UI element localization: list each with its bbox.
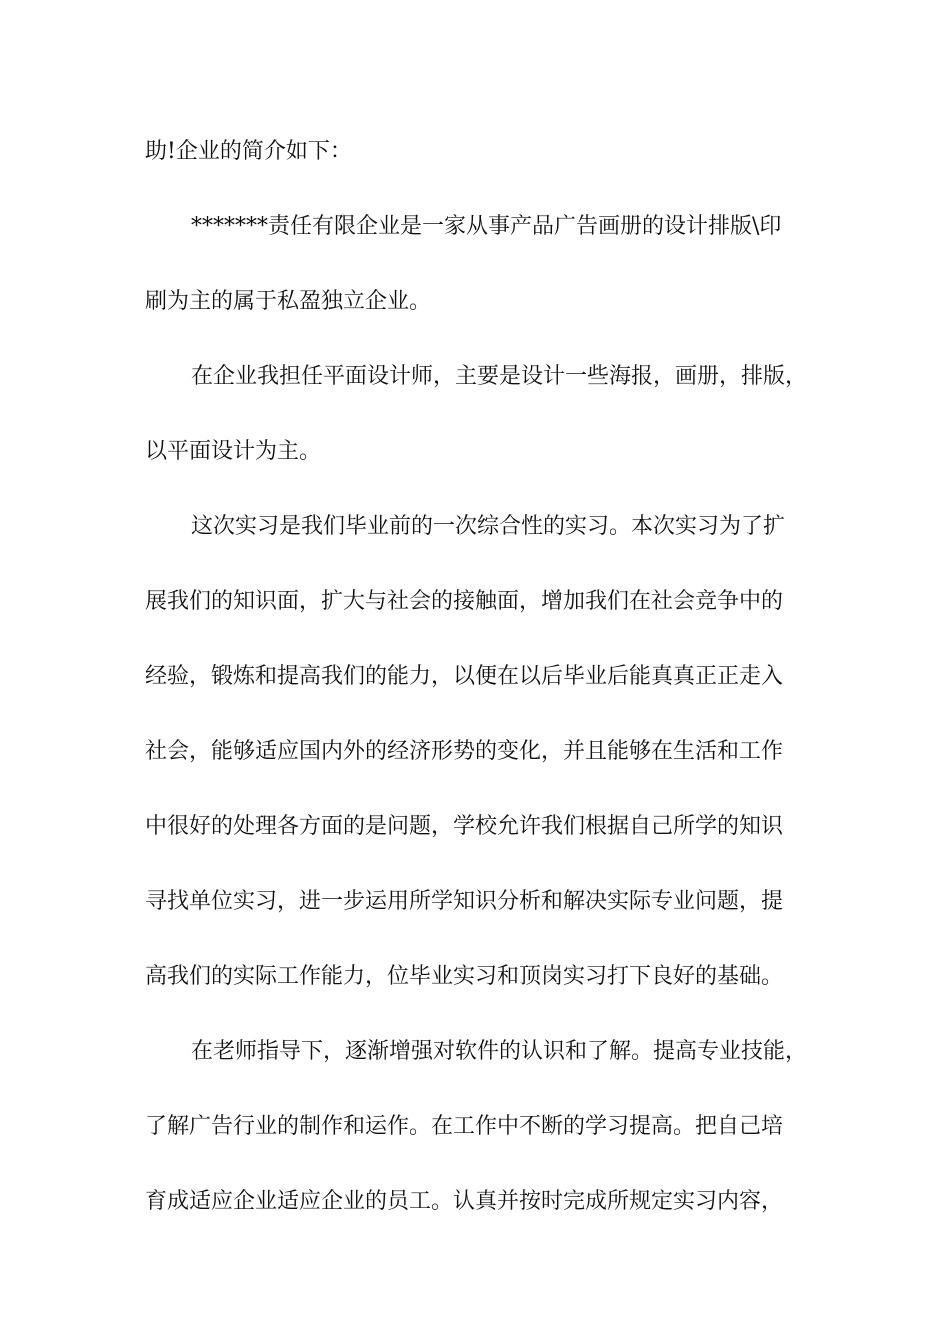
text-line: 刷为主的属于私盈独立企业。 — [145, 289, 432, 314]
text-line: *******责任有限企业是一家从事产品广告画册的设计排版\印 — [191, 214, 782, 239]
text-line: 以平面设计为主。 — [145, 439, 322, 464]
text-line: 中很好的处理各方面的是问题，学校允许我们根据自己所学的知识 — [145, 814, 784, 839]
text-line: 在老师指导下，逐渐增强对软件的认识和了解。提高专业技能， — [191, 1039, 808, 1064]
text-line: 育成适应企业适应企业的员工。认真并按时完成所规定实习内容， — [145, 1189, 784, 1214]
text-line: 展我们的知识面，扩大与社会的接触面，增加我们在社会竞争中的 — [145, 589, 784, 614]
text-line: 这次实习是我们毕业前的一次综合性的实习。本次实习为了扩 — [191, 514, 786, 539]
text-line: 经验，锻炼和提高我们的能力，以便在以后毕业后能真真正正走入 — [145, 664, 784, 689]
text-line: 助!企业的简介如下： — [145, 139, 352, 164]
text-line: 寻找单位实习，进一步运用所学知识分析和解决实际专业问题，提 — [145, 889, 784, 914]
text-line: 在企业我担任平面设计师，主要是设计一些海报，画册，排版， — [191, 364, 808, 389]
text-line: 社会，能够适应国内外的经济形势的变化，并且能够在生活和工作 — [145, 739, 784, 764]
text-line: 高我们的实际工作能力，位毕业实习和顶岗实习打下良好的基础。 — [145, 964, 784, 989]
text-line: 了解广告行业的制作和运作。在工作中不断的学习提高。把自己培 — [145, 1114, 784, 1139]
